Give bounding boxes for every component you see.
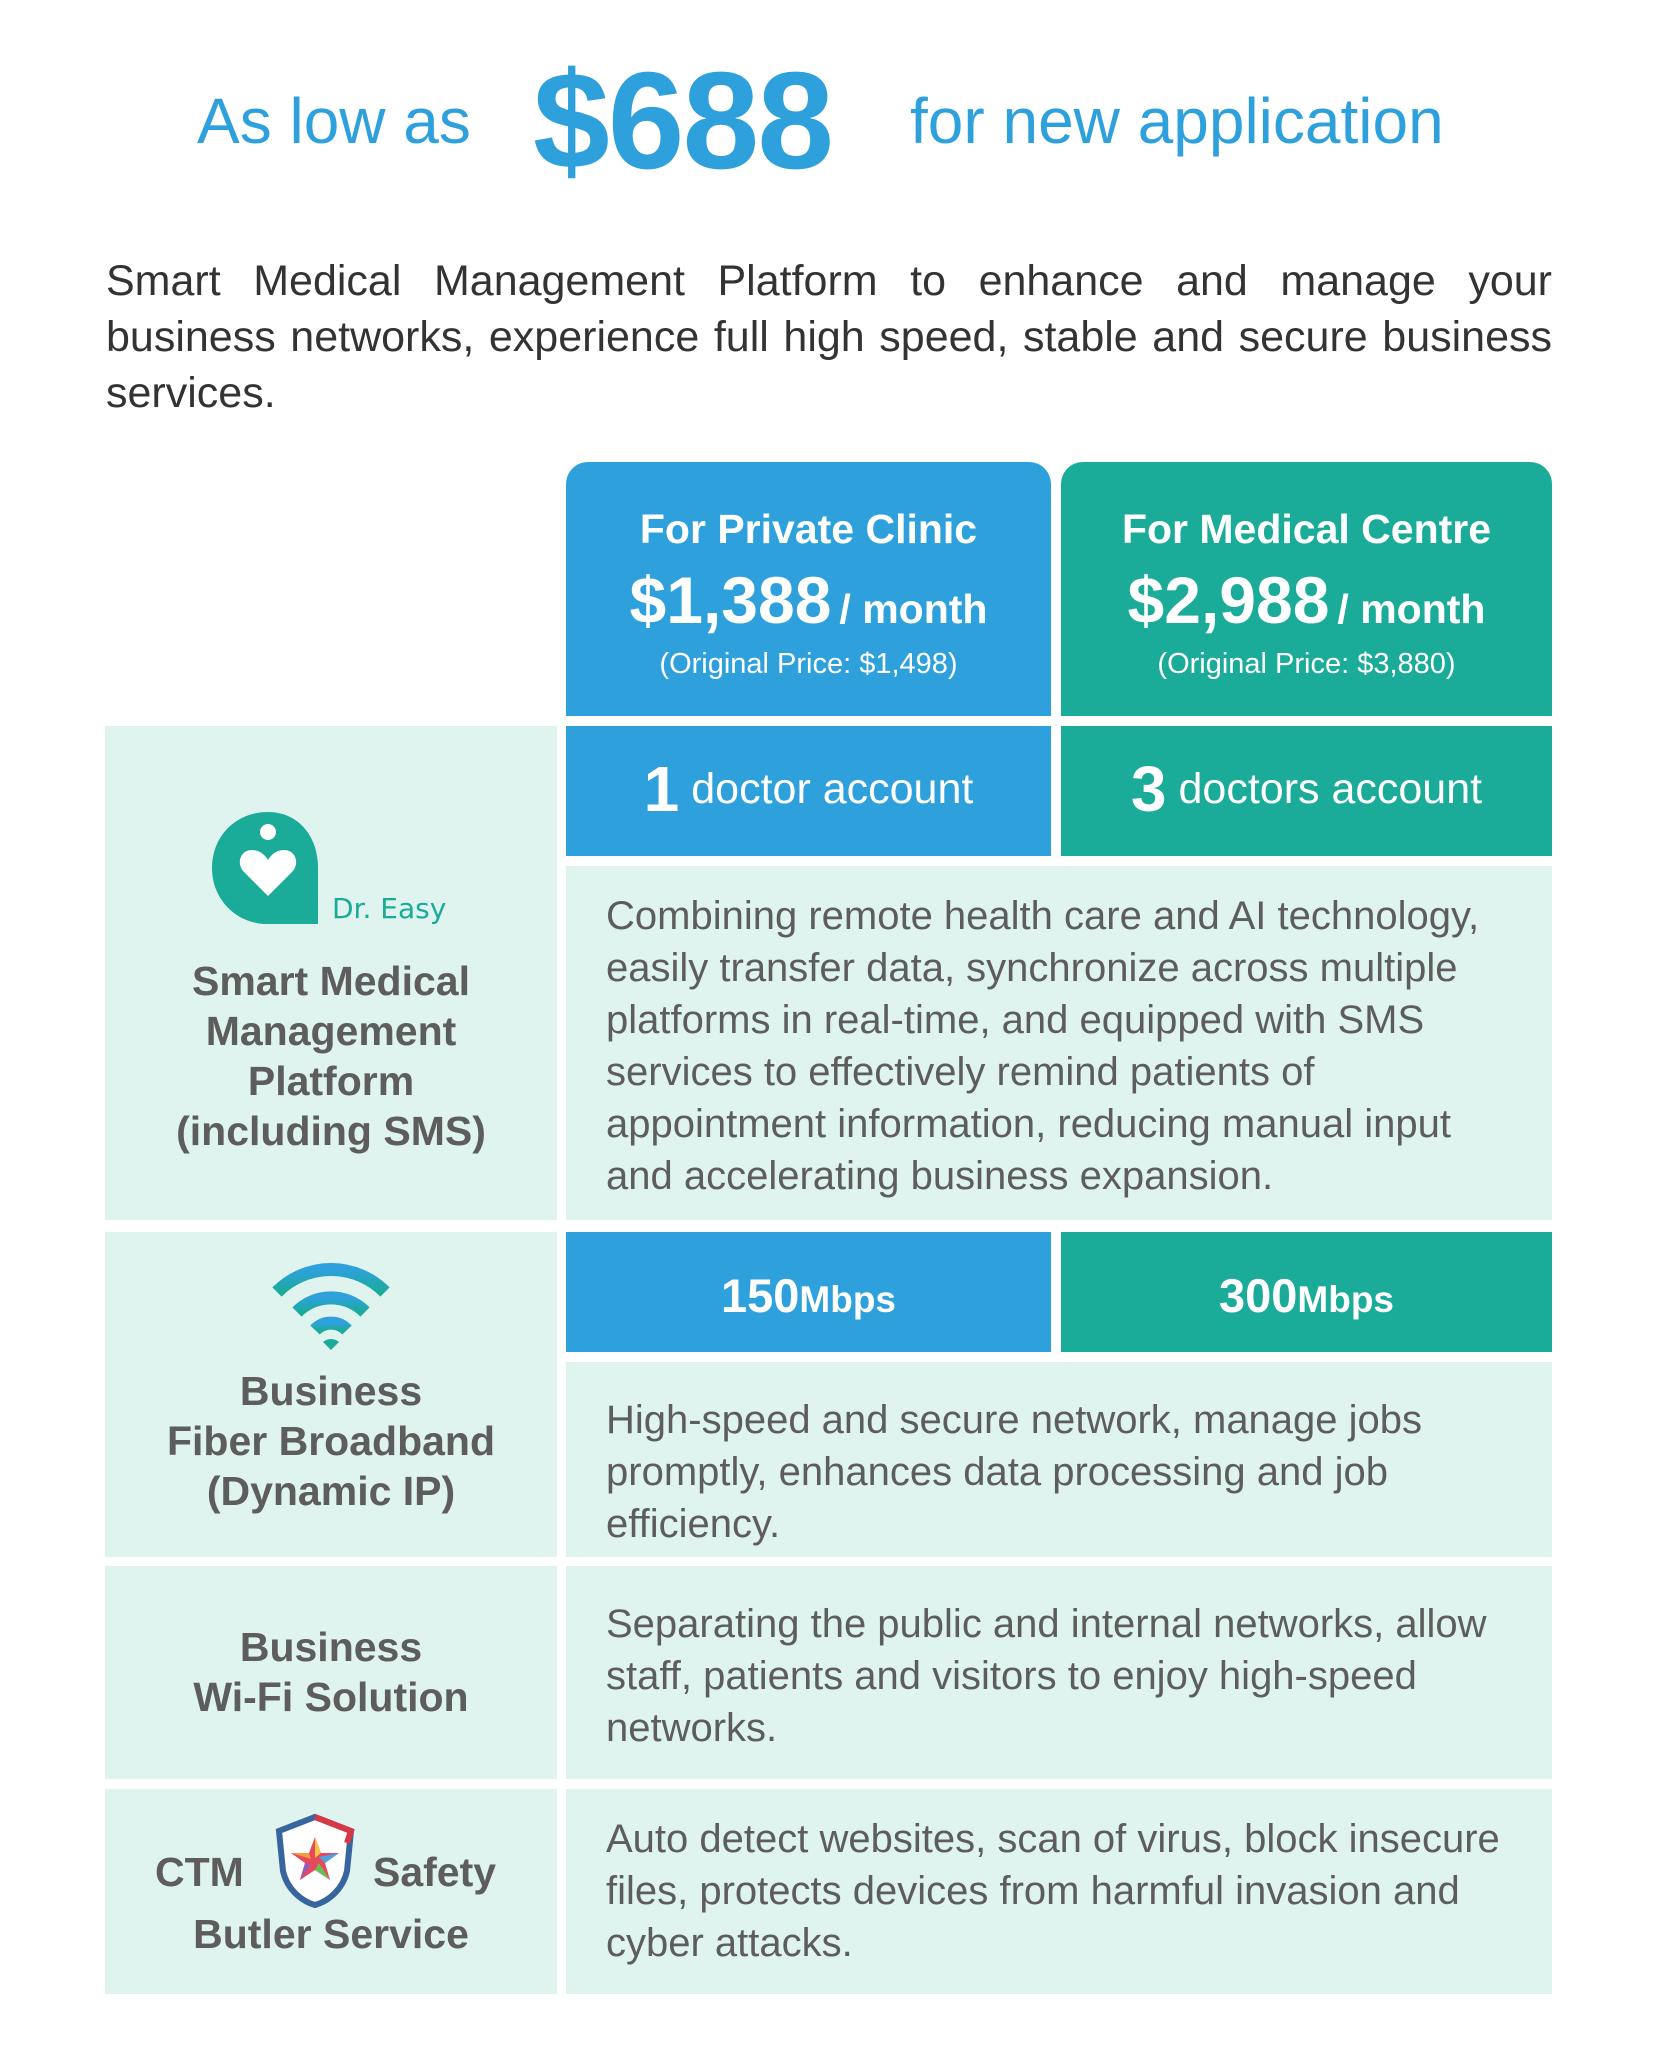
account-cell-medical-centre	[1061, 726, 1552, 856]
feature-desc-text: Separating the public and internal networks, allow staff, patients and visitors to enjoy high-speed networks.	[606, 1602, 1487, 1750]
shield-star-icon	[273, 1813, 357, 1914]
account-cell-private-clinic	[566, 726, 1051, 856]
plan-original-price: (Original Price: $1,498)	[659, 648, 958, 680]
feature-label-platform	[105, 726, 557, 1220]
speed-unit: Mbps	[799, 1279, 897, 1320]
account-count: 3	[1130, 753, 1167, 825]
feature-label-text: Smart Medical Management Platform (including SMS)	[176, 958, 486, 1154]
feature-desc-platform	[566, 866, 1552, 1220]
account-count: 1	[643, 753, 680, 825]
feature-label-wifi	[105, 1566, 557, 1779]
safety-label: Safety	[373, 1849, 497, 1895]
plan-price	[566, 562, 1051, 638]
plan-price-period: / month	[839, 586, 988, 632]
speed-cell-private-clinic	[566, 1232, 1051, 1352]
plan-price-amount: $1,388	[629, 563, 832, 637]
feature-desc-safety	[566, 1789, 1552, 1994]
feature-desc-wifi	[566, 1566, 1552, 1779]
intro-text: Smart Medical Management Platform to enhance and manage your business networks, experience full high speed, stable and secure business services.	[106, 257, 1552, 417]
feature-label-broadband	[105, 1232, 557, 1557]
headline	[0, 40, 1666, 200]
speed-unit: Mbps	[1297, 1279, 1395, 1320]
feature-desc-text: High-speed and secure network, manage jobs promptly, enhances data processing and job efficiency.	[606, 1398, 1423, 1546]
plan-original-price: (Original Price: $3,880)	[1157, 648, 1456, 680]
feature-desc-broadband	[566, 1362, 1552, 1557]
headline-prefix: As low as	[197, 85, 471, 157]
feature-desc-text: Auto detect websites, scan of virus, block insecure files, protects devices from harmful invasion and cyber attacks.	[606, 1817, 1500, 1965]
speed-cell-medical-centre	[1061, 1232, 1552, 1352]
plan-price-period: / month	[1337, 586, 1486, 632]
feature-desc-text: Combining remote health care and AI technology, easily transfer data, synchronize across multiple platforms in real-time, and equipped with SMS services to effectively remind patients of appointment information, reducing manual input and accelerating business expansion.	[606, 894, 1480, 1198]
ctm-label: CTM	[155, 1849, 244, 1895]
speed-value: 150	[720, 1269, 800, 1322]
plan-header-private-clinic	[566, 462, 1051, 716]
wifi-icon	[271, 1262, 391, 1357]
plan-price	[1061, 562, 1552, 638]
plan-header-medical-centre	[1061, 462, 1552, 716]
plan-name: For Private Clinic	[639, 506, 978, 552]
account-label: doctor account	[691, 764, 974, 813]
account-label: doctors account	[1178, 764, 1483, 813]
butler-service-label: Butler Service	[193, 1911, 469, 1957]
dr-easy-logo-text: Dr. Easy	[332, 892, 447, 925]
feature-label-text: Business Fiber Broadband (Dynamic IP)	[166, 1368, 496, 1514]
plan-name: For Medical Centre	[1121, 506, 1492, 552]
speed-value: 300	[1218, 1269, 1298, 1322]
feature-label-text: Business Wi-Fi Solution	[193, 1624, 469, 1720]
plan-price-amount: $2,988	[1127, 563, 1330, 637]
headline-price: $688	[533, 44, 832, 198]
feature-label-safety	[105, 1789, 557, 1994]
headline-suffix: for new application	[910, 85, 1444, 157]
dr-easy-logo-icon	[210, 810, 460, 941]
